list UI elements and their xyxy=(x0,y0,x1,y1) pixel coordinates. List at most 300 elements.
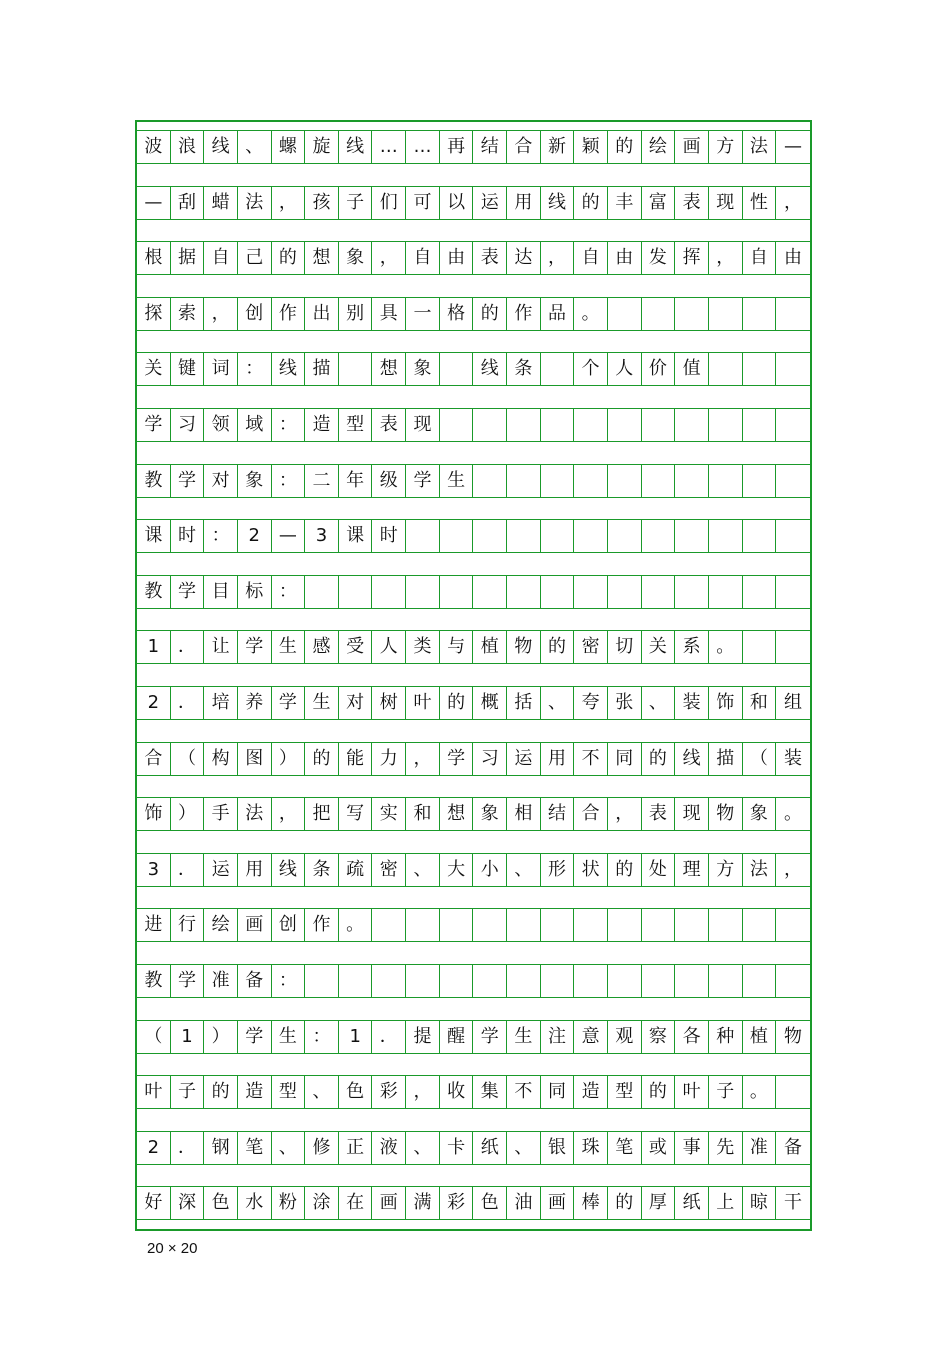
grid-cell xyxy=(574,576,608,608)
grid-cell: 词 xyxy=(204,353,238,385)
grid-cell: 合 xyxy=(507,131,541,163)
grid-cell: 画 xyxy=(372,1187,406,1219)
grid-cell: 们 xyxy=(372,187,406,219)
grid-cell xyxy=(776,353,810,385)
grid-cell xyxy=(473,965,507,997)
grid-cell: 让 xyxy=(204,631,238,663)
grid-cell: 、 xyxy=(272,1132,306,1164)
grid-cell: 线 xyxy=(541,187,575,219)
grid-cell: 探 xyxy=(137,298,171,330)
grid-cell: 画 xyxy=(238,909,272,941)
grid-cell: 力 xyxy=(372,743,406,775)
grid-cell: 旋 xyxy=(305,131,339,163)
grid-cell: 年 xyxy=(339,465,373,497)
grid-cell: ， xyxy=(783,858,802,880)
grid-cell: 学 xyxy=(238,631,272,663)
grid-row xyxy=(137,464,810,498)
grid-cell: 的 xyxy=(473,298,507,330)
grid-cell: 写 xyxy=(339,798,373,830)
grid-cell: 学 xyxy=(171,965,205,997)
grid-cell: 线 xyxy=(272,353,306,385)
grid-cell: 对 xyxy=(339,687,373,719)
grid-cell xyxy=(675,298,709,330)
grid-cell: 螺 xyxy=(272,131,306,163)
grid-cell: 的 xyxy=(608,854,642,886)
grid-cell xyxy=(574,465,608,497)
grid-cell xyxy=(776,520,810,552)
grid-cell xyxy=(743,409,777,441)
grid-cell: 相 xyxy=(507,798,541,830)
grid-cell xyxy=(440,576,474,608)
grid-cell xyxy=(709,576,743,608)
grid-cell: 由 xyxy=(608,242,642,274)
grid-cell xyxy=(776,1076,810,1108)
grid-cell: 现 xyxy=(406,409,440,441)
grid-cell: 干 xyxy=(783,1192,802,1214)
grid-cell: 2 xyxy=(137,1132,171,1164)
grid-cell: 生 xyxy=(507,1021,541,1053)
grid-cell: 想 xyxy=(440,798,474,830)
grid-cell: 生 xyxy=(272,1021,306,1053)
grid-cell: 品 xyxy=(541,298,575,330)
grid-cell: 察 xyxy=(642,1021,676,1053)
grid-cell: ， xyxy=(372,242,406,274)
grid-cell: 作 xyxy=(305,909,339,941)
grid-cell: 领 xyxy=(204,409,238,441)
grid-cell xyxy=(473,909,507,941)
grid-cell: 提 xyxy=(406,1021,440,1053)
grid-cell xyxy=(743,353,777,385)
grid-cell: 创 xyxy=(238,298,272,330)
grid-cell: 挥 xyxy=(675,242,709,274)
grid-cell: ， xyxy=(272,798,306,830)
grid-cell: 画 xyxy=(541,1187,575,1219)
grid-cell: 与 xyxy=(440,631,474,663)
grid-cell: 2 xyxy=(137,687,171,719)
grid-cell: 2 xyxy=(238,520,272,552)
grid-cell: 性 xyxy=(743,187,777,219)
grid-cell xyxy=(709,465,743,497)
grid-cell: 域 xyxy=(238,409,272,441)
grid-cell xyxy=(608,409,642,441)
grid-cell xyxy=(305,576,339,608)
grid-cell: 课 xyxy=(137,520,171,552)
grid-cell: 大 xyxy=(440,854,474,886)
grid-cell: 、 xyxy=(406,1132,440,1164)
grid-cell: 发 xyxy=(642,242,676,274)
grid-cell xyxy=(541,353,575,385)
grid-cell xyxy=(305,965,339,997)
grid-cell: 构 xyxy=(204,743,238,775)
grid-cell: 纸 xyxy=(675,1187,709,1219)
grid-cell: ： xyxy=(238,353,272,385)
grid-cell: 状 xyxy=(574,854,608,886)
grid-cell: 用 xyxy=(238,854,272,886)
grid-cell: 描 xyxy=(305,353,339,385)
grid-cell: 。 xyxy=(743,1076,777,1108)
grid-cell: 表 xyxy=(473,242,507,274)
grid-cell: 法 xyxy=(743,854,777,886)
grid-cell: （ xyxy=(171,743,205,775)
grid-cell xyxy=(608,520,642,552)
grid-cell xyxy=(574,909,608,941)
grid-cell: 各 xyxy=(675,1021,709,1053)
grid-cell: — xyxy=(783,136,802,157)
grid-cell: 法 xyxy=(743,131,777,163)
grid-cell: 学 xyxy=(440,743,474,775)
grid-cell: 造 xyxy=(574,1076,608,1108)
grid-cell: 象 xyxy=(406,353,440,385)
grid-cell: 色 xyxy=(339,1076,373,1108)
grid-row xyxy=(137,853,810,887)
grid-cell: 厚 xyxy=(642,1187,676,1219)
grid-cell: 方 xyxy=(709,854,743,886)
grid-cell xyxy=(574,520,608,552)
grid-cell: 形 xyxy=(541,854,575,886)
grid-cell xyxy=(406,965,440,997)
grid-cell xyxy=(776,576,810,608)
grid-row xyxy=(137,130,810,164)
grid-cell: 生 xyxy=(440,465,474,497)
grid-row xyxy=(137,1075,810,1109)
grid-cell: 深 xyxy=(171,1187,205,1219)
grid-cell: 作 xyxy=(507,298,541,330)
grid-cell xyxy=(776,631,810,663)
grid-cell: 物 xyxy=(783,1025,802,1047)
grid-cell: 以 xyxy=(440,187,474,219)
grid-cell: 系 xyxy=(675,631,709,663)
grid-cell: 色 xyxy=(473,1187,507,1219)
grid-cell: 表 xyxy=(675,187,709,219)
grid-cell: 富 xyxy=(642,187,676,219)
grid-cell: 疏 xyxy=(339,854,373,886)
grid-cell: 3 xyxy=(305,520,339,552)
grid-cell xyxy=(709,909,743,941)
grid-cell: 象 xyxy=(473,798,507,830)
grid-cell: 涂 xyxy=(305,1187,339,1219)
grid-cell: 处 xyxy=(642,854,676,886)
grid-cell xyxy=(608,576,642,608)
grid-cell: ， xyxy=(406,1076,440,1108)
grid-cell: ， xyxy=(608,798,642,830)
grid-cell: 现 xyxy=(709,187,743,219)
grid-cell: 想 xyxy=(305,242,339,274)
grid-cell: 养 xyxy=(238,687,272,719)
grid-cell: 自 xyxy=(204,242,238,274)
grid-cell: 课 xyxy=(339,520,373,552)
grid-cell xyxy=(339,965,373,997)
grid-cell xyxy=(473,465,507,497)
grid-cell: 造 xyxy=(238,1076,272,1108)
grid-cell: 把 xyxy=(305,798,339,830)
grid-cell: 银 xyxy=(541,1132,575,1164)
grid-cell: 纸 xyxy=(473,1132,507,1164)
grid-cell: ） xyxy=(204,1021,238,1053)
grid-cell: 粉 xyxy=(272,1187,306,1219)
grid-cell: 学 xyxy=(171,576,205,608)
grid-cell: 密 xyxy=(372,854,406,886)
grid-row xyxy=(137,352,810,386)
grid-cell: 时 xyxy=(171,520,205,552)
grid-cell xyxy=(642,965,676,997)
grid-cell: 好 xyxy=(137,1187,171,1219)
grid-row xyxy=(137,1020,810,1054)
grid-cell: 、 xyxy=(507,1132,541,1164)
grid-cell: 液 xyxy=(372,1132,406,1164)
grid-cell: 象 xyxy=(339,242,373,274)
grid-cell: 小 xyxy=(473,854,507,886)
grid-cell xyxy=(776,965,810,997)
grid-cell: 学 xyxy=(137,409,171,441)
grid-cell: 教 xyxy=(137,576,171,608)
grid-cell xyxy=(339,576,373,608)
grid-cell xyxy=(675,409,709,441)
grid-cell: 出 xyxy=(305,298,339,330)
grid-cell: 的 xyxy=(608,1187,642,1219)
grid-cell xyxy=(574,409,608,441)
grid-row xyxy=(137,241,810,275)
grid-cell: 叶 xyxy=(137,1076,171,1108)
grid-cell: ， xyxy=(272,187,306,219)
grid-cell: 方 xyxy=(709,131,743,163)
grid-cell: 括 xyxy=(507,687,541,719)
grid-cell: 时 xyxy=(372,520,406,552)
grid-row xyxy=(137,297,810,331)
grid-cell: ： xyxy=(305,1021,339,1053)
grid-cell: 集 xyxy=(473,1076,507,1108)
grid-cell: 习 xyxy=(473,743,507,775)
grid-cell: 象 xyxy=(238,465,272,497)
grid-cell: 植 xyxy=(473,631,507,663)
grid-cell: 事 xyxy=(675,1132,709,1164)
grid-cell: 用 xyxy=(541,743,575,775)
grid-cell xyxy=(642,409,676,441)
grid-row xyxy=(137,1131,810,1165)
grid-cell xyxy=(776,409,810,441)
grid-cell: 键 xyxy=(171,353,205,385)
grid-cell xyxy=(541,965,575,997)
grid-cell: 或 xyxy=(642,1132,676,1164)
grid-cell: 准 xyxy=(204,965,238,997)
grid-cell: 饰 xyxy=(709,687,743,719)
grid-cell xyxy=(473,520,507,552)
grid-cell: 实 xyxy=(372,798,406,830)
grid-cell: 刮 xyxy=(171,187,205,219)
grid-cell: 合 xyxy=(137,743,171,775)
grid-cell: 自 xyxy=(406,242,440,274)
grid-cell xyxy=(541,409,575,441)
grid-cell: 收 xyxy=(440,1076,474,1108)
grid-cell: 运 xyxy=(204,854,238,886)
grid-cell: 学 xyxy=(171,465,205,497)
grid-cell: 。 xyxy=(339,909,373,941)
grid-cell: 型 xyxy=(272,1076,306,1108)
grid-cell: 植 xyxy=(743,1021,777,1053)
grid-cell: 彩 xyxy=(372,1076,406,1108)
grid-cell: 表 xyxy=(372,409,406,441)
grid-cell xyxy=(440,409,474,441)
grid-cell: 类 xyxy=(406,631,440,663)
grid-cell xyxy=(642,576,676,608)
grid-cell: 切 xyxy=(608,631,642,663)
grid-cell xyxy=(440,520,474,552)
grid-cell: ： xyxy=(272,965,306,997)
grid-cell: 3 xyxy=(137,854,171,886)
grid-cell xyxy=(507,576,541,608)
grid-cell: 种 xyxy=(709,1021,743,1053)
grid-cell: ） xyxy=(272,743,306,775)
grid-cell xyxy=(675,965,709,997)
grid-cell: 。 xyxy=(783,803,802,825)
grid-cell: 在 xyxy=(339,1187,373,1219)
grid-cell: 感 xyxy=(305,631,339,663)
grid-cell xyxy=(642,520,676,552)
grid-cell: 的 xyxy=(541,631,575,663)
grid-cell: 笔 xyxy=(238,1132,272,1164)
grid-cell xyxy=(743,631,777,663)
grid-cell: 线 xyxy=(272,854,306,886)
grid-cell: 生 xyxy=(305,687,339,719)
grid-cell: 学 xyxy=(473,1021,507,1053)
grid-cell: ， xyxy=(541,242,575,274)
grid-cell: 丰 xyxy=(608,187,642,219)
grid-cell xyxy=(709,409,743,441)
grid-row xyxy=(137,630,810,664)
grid-cell: 人 xyxy=(608,353,642,385)
grid-cell: 己 xyxy=(238,242,272,274)
grid-cell: ． xyxy=(171,631,205,663)
grid-cell: 达 xyxy=(507,242,541,274)
grid-cell: 绘 xyxy=(204,909,238,941)
grid-row xyxy=(137,1186,810,1220)
grid-cell: 线 xyxy=(204,131,238,163)
grid-cell: 笔 xyxy=(608,1132,642,1164)
grid-cell: 的 xyxy=(608,131,642,163)
grid-cell: 密 xyxy=(574,631,608,663)
grid-cell: 的 xyxy=(642,743,676,775)
grid-cell xyxy=(608,465,642,497)
grid-cell: 现 xyxy=(675,798,709,830)
grid-cell: 夸 xyxy=(574,687,608,719)
grid-cell: 子 xyxy=(339,187,373,219)
grid-cell: 想 xyxy=(372,353,406,385)
grid-cell: 饰 xyxy=(137,798,171,830)
grid-cell: （ xyxy=(137,1021,171,1053)
grid-cell: 珠 xyxy=(574,1132,608,1164)
grid-cell: 用 xyxy=(507,187,541,219)
grid-cell xyxy=(574,965,608,997)
grid-cell xyxy=(541,465,575,497)
grid-cell: 、 xyxy=(642,687,676,719)
grid-cell: ， xyxy=(204,298,238,330)
grid-cell: 观 xyxy=(608,1021,642,1053)
grid-cell xyxy=(675,520,709,552)
grid-cell: 概 xyxy=(473,687,507,719)
grid-cell: 、 xyxy=(305,1076,339,1108)
grid-cell: 自 xyxy=(574,242,608,274)
grid-cell: — xyxy=(137,187,171,219)
grid-cell: 浪 xyxy=(171,131,205,163)
grid-cell: 可 xyxy=(406,187,440,219)
grid-cell: 结 xyxy=(541,798,575,830)
grid-cell: ， xyxy=(783,191,802,213)
grid-cell: ． xyxy=(171,854,205,886)
grid-cell xyxy=(507,520,541,552)
grid-cell: 的 xyxy=(204,1076,238,1108)
grid-cell: 行 xyxy=(171,909,205,941)
grid-cell xyxy=(372,576,406,608)
grid-cell xyxy=(372,965,406,997)
grid-cell xyxy=(675,576,709,608)
grid-row xyxy=(137,686,810,720)
grid-cell: ： xyxy=(272,465,306,497)
grid-cell: 关 xyxy=(642,631,676,663)
grid-cell: 线 xyxy=(675,743,709,775)
grid-cell xyxy=(675,909,709,941)
grid-cell xyxy=(406,520,440,552)
grid-cell: 1 xyxy=(137,631,171,663)
grid-cell: 绘 xyxy=(642,131,676,163)
grid-cell: 准 xyxy=(743,1132,777,1164)
grid-cell: — xyxy=(272,520,306,552)
grid-row xyxy=(137,575,810,609)
grid-cell: 线 xyxy=(473,353,507,385)
grid-cell: 法 xyxy=(238,187,272,219)
grid-cell: 的 xyxy=(642,1076,676,1108)
grid-cell: 1 xyxy=(171,1021,205,1053)
grid-cell: 一 xyxy=(406,298,440,330)
grid-cell: 二 xyxy=(305,465,339,497)
grid-cell: 再 xyxy=(440,131,474,163)
grid-cell: 子 xyxy=(171,1076,205,1108)
grid-cell: 学 xyxy=(238,1021,272,1053)
grid-cell xyxy=(642,909,676,941)
grid-cell xyxy=(473,576,507,608)
grid-cell: 不 xyxy=(507,1076,541,1108)
grid-cell: 描 xyxy=(709,743,743,775)
grid-cell: 物 xyxy=(709,798,743,830)
grid-cell xyxy=(743,520,777,552)
grid-cell: 进 xyxy=(137,909,171,941)
grid-cell: 值 xyxy=(675,353,709,385)
grid-cell: 孩 xyxy=(305,187,339,219)
grid-cell: ， xyxy=(406,743,440,775)
grid-cell: 备 xyxy=(783,1136,802,1158)
grid-cell xyxy=(406,909,440,941)
grid-cell: 上 xyxy=(709,1187,743,1219)
grid-cell: 。 xyxy=(709,631,743,663)
grid-row xyxy=(137,519,810,553)
grid-cell xyxy=(541,909,575,941)
grid-cell: 油 xyxy=(507,1187,541,1219)
grid-row xyxy=(137,408,810,442)
grid-cell: 学 xyxy=(406,465,440,497)
grid-cell: 物 xyxy=(507,631,541,663)
grid-cell: … xyxy=(406,131,440,163)
grid-row xyxy=(137,742,810,776)
grid-cell: 级 xyxy=(372,465,406,497)
grid-cell xyxy=(507,965,541,997)
grid-cell: 同 xyxy=(608,743,642,775)
grid-cell: 生 xyxy=(272,631,306,663)
grid-cell: 型 xyxy=(608,1076,642,1108)
grid-cell: ： xyxy=(272,576,306,608)
grid-cell: 能 xyxy=(339,743,373,775)
grid-cell: ． xyxy=(171,687,205,719)
grid-cell: 结 xyxy=(473,131,507,163)
grid-cell: 条 xyxy=(507,353,541,385)
grid-cell xyxy=(440,965,474,997)
